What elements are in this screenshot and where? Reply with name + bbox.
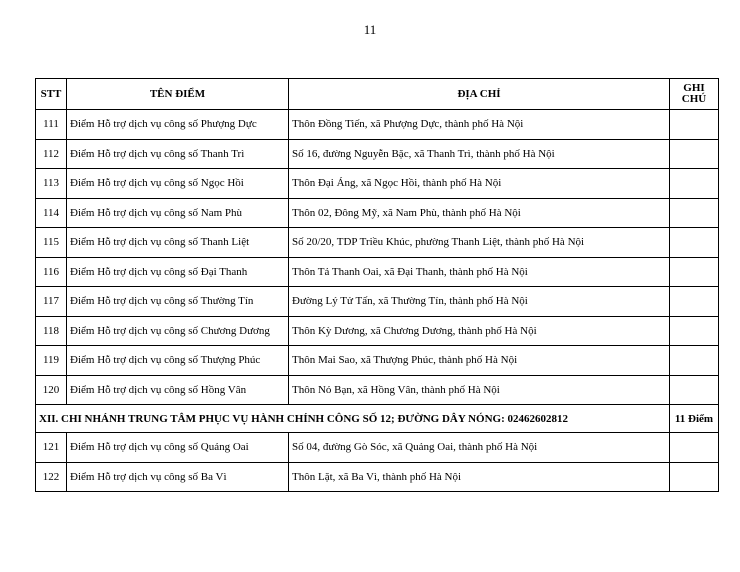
cell-address: Thôn Đại Áng, xã Ngọc Hồi, thành phố Hà Nội [289,169,670,199]
table-row [36,462,719,492]
table-row [36,228,719,258]
cell-address: Thôn Mai Sao, xã Thượng Phúc, thành phố Hà Nội [289,346,670,376]
cell-stt: 113 [36,169,67,199]
cell-stt: 111 [36,110,67,140]
header-note-line2: CHÚ [681,93,707,105]
cell-note [670,287,719,317]
table-row [36,316,719,346]
cell-note [670,257,719,287]
section-row [36,405,719,433]
cell-name: Điểm Hỗ trợ dịch vụ công số Hồng Vân [67,375,289,405]
cell-stt: 116 [36,257,67,287]
table-row [36,139,719,169]
table-row [36,198,719,228]
cell-name: Điểm Hỗ trợ dịch vụ công số Thường Tín [67,287,289,317]
page-number: 11 [363,22,377,37]
cell-stt: 115 [36,228,67,258]
cell-address: Thôn Lặt, xã Ba Vì, thành phố Hà Nội [289,462,670,492]
cell-stt: 120 [36,375,67,405]
header-note [670,79,719,110]
cell-note [670,110,719,140]
section-title: XII. CHI NHÁNH TRUNG TÂM PHỤC VỤ HÀNH CHÍNH CÔNG SỐ 12; ĐƯỜNG DÂY NÓNG: 02462602812 [36,405,670,433]
cell-name: Điểm Hỗ trợ dịch vụ công số Quảng Oai [67,433,289,463]
cell-address: Thôn Nỏ Bạn, xã Hồng Vân, thành phố Hà Nội [289,375,670,405]
service-points-table [35,78,719,492]
cell-address: Thôn Tả Thanh Oai, xã Đại Thanh, thành phố Hà Nội [289,257,670,287]
cell-address: Thôn 02, Đông Mỹ, xã Nam Phù, thành phố Hà Nội [289,198,670,228]
cell-name: Điểm Hỗ trợ dịch vụ công số Thượng Phúc [67,346,289,376]
table-row [36,110,719,140]
cell-address: Số 20/20, TDP Triều Khúc, phường Thanh Liệt, thành phố Hà Nội [289,228,670,258]
section-count: 11 Điểm [670,405,719,433]
cell-name: Điểm Hỗ trợ dịch vụ công số Ba Vì [67,462,289,492]
cell-address: Số 16, đường Nguyễn Bặc, xã Thanh Trì, thành phố Hà Nội [289,139,670,169]
cell-note [670,228,719,258]
cell-note [670,346,719,376]
cell-stt: 121 [36,433,67,463]
table-row [36,375,719,405]
cell-stt: 122 [36,462,67,492]
table-row [36,433,719,463]
header-address: ĐỊA CHỈ [289,79,670,110]
cell-name: Điểm Hỗ trợ dịch vụ công số Đại Thanh [67,257,289,287]
cell-note [670,139,719,169]
cell-note [670,462,719,492]
cell-stt: 119 [36,346,67,376]
cell-stt: 118 [36,316,67,346]
cell-name: Điểm Hỗ trợ dịch vụ công số Chương Dương [67,316,289,346]
table-row [36,346,719,376]
cell-stt: 117 [36,287,67,317]
cell-stt: 114 [36,198,67,228]
cell-note [670,169,719,199]
cell-note [670,198,719,228]
cell-address: Thôn Kỳ Dương, xã Chương Dương, thành phố Hà Nội [289,316,670,346]
cell-address: Số 04, đường Gò Sóc, xã Quảng Oai, thành phố Hà Nội [289,433,670,463]
table-row [36,257,719,287]
cell-name: Điểm Hỗ trợ dịch vụ công số Nam Phù [67,198,289,228]
cell-address: Đường Lý Tử Tấn, xã Thường Tín, thành phố Hà Nội [289,287,670,317]
cell-stt: 112 [36,139,67,169]
table-header-row [36,79,719,110]
cell-note [670,316,719,346]
cell-name: Điểm Hỗ trợ dịch vụ công số Thanh Liệt [67,228,289,258]
table-row [36,169,719,199]
header-stt: STT [36,79,67,110]
cell-note [670,375,719,405]
table-row [36,287,719,317]
cell-note [670,433,719,463]
cell-name: Điểm Hỗ trợ dịch vụ công số Phượng Dực [67,110,289,140]
cell-name: Điểm Hỗ trợ dịch vụ công số Thanh Trì [67,139,289,169]
cell-address: Thôn Đồng Tiến, xã Phượng Dực, thành phố Hà Nội [289,110,670,140]
cell-name: Điểm Hỗ trợ dịch vụ công số Ngọc Hồi [67,169,289,199]
header-note-line1: GHI [683,82,705,94]
header-name: TÊN ĐIỂM [67,79,289,110]
